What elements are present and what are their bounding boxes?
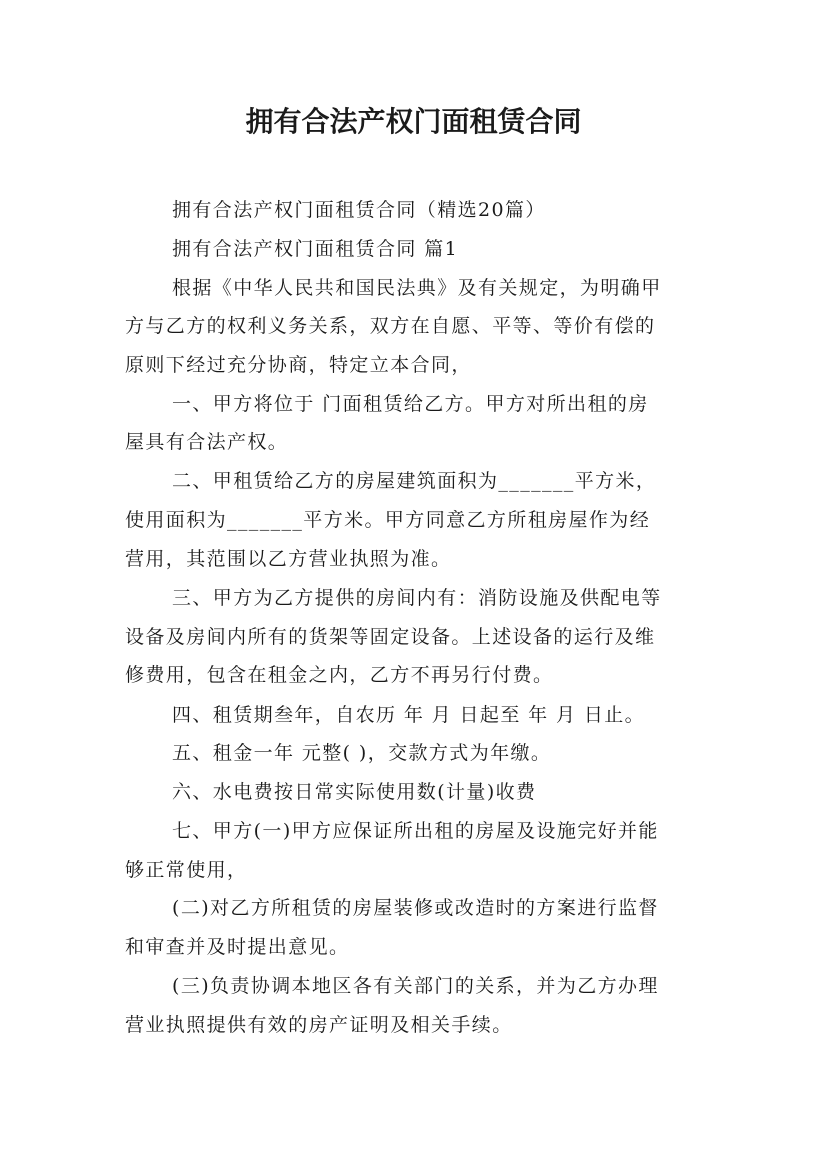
paragraph-line: 营业执照提供有效的房产证明及相关手续。 [125, 1014, 513, 1036]
paragraph-line: 方与乙方的权利义务关系，双方在自愿、平等、等价有偿的 [125, 315, 656, 337]
paragraph-line: 和审查并及时提出意见。 [125, 936, 350, 958]
paragraph-line: 设备及房间内所有的货架等固定设备。上述设备的运行及维 [125, 626, 656, 648]
paragraph-line: 营用，其范围以乙方营业执照为准。 [125, 548, 452, 570]
paragraph-line: 修费用，包含在租金之内，乙方不再另行付费。 [125, 664, 554, 686]
paragraph-line: 六、水电费按日常实际使用数(计量)收费 [172, 781, 537, 803]
paragraph-line: 一、甲方将位于 门面租赁给乙方。甲方对所出租的房 [172, 393, 649, 415]
document-subtitle: 拥有合法产权门面租赁合同（精选20篇） [172, 199, 546, 221]
paragraph-line: 使用面积为_______平方米。甲方同意乙方所租房屋作为经 [125, 509, 651, 531]
paragraph-line: 够正常使用， [125, 859, 248, 881]
paragraph-line: 四、租赁期叁年，自农历 年 月 日起至 年 月 日止。 [172, 704, 646, 726]
paragraph-line: 屋具有合法产权。 [125, 431, 289, 453]
paragraph-line: 原则下经过充分协商，特定立本合同， [125, 354, 472, 376]
section-heading: 拥有合法产权门面租赁合同 篇1 [172, 238, 459, 260]
paragraph-line: 三、甲方为乙方提供的房间内有：消防设施及供配电等 [172, 587, 662, 609]
paragraph-line: (三)负责协调本地区各有关部门的关系，并为乙方办理 [172, 975, 659, 997]
paragraph-line: 七、甲方(一)甲方应保证所出租的房屋及设施完好并能 [172, 820, 659, 842]
paragraph-line: 五、租金一年 元整( )，交款方式为年缴。 [172, 742, 552, 764]
paragraph-line: 二、甲租赁给乙方的房屋建筑面积为_______平方米， [172, 470, 657, 492]
paragraph-line: (二)对乙方所租赁的房屋装修或改造时的方案进行监督 [172, 897, 659, 919]
paragraph-line: 根据《中华人民共和国民法典》及有关规定，为明确甲 [172, 277, 662, 299]
document-title: 拥有合法产权门面租赁合同 [245, 105, 582, 138]
